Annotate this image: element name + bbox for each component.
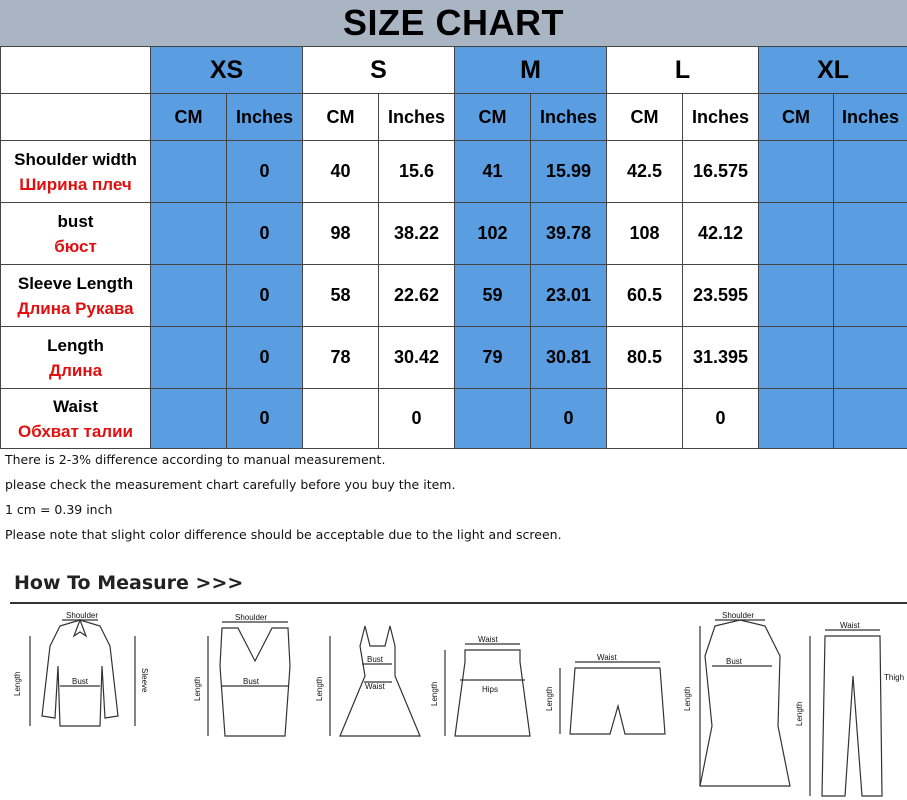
label-length: Length — [13, 671, 22, 696]
row-label — [1, 203, 151, 265]
unit-inches: Inches — [379, 94, 455, 141]
shorts-diagram — [545, 653, 665, 734]
size-xl: XL — [759, 47, 907, 94]
table-cell: 15.6 — [379, 141, 455, 203]
table-cell: 42.5 — [607, 141, 683, 203]
table-cell — [759, 327, 834, 389]
divider — [10, 602, 907, 604]
label-hips: Hips — [482, 685, 499, 694]
table-cell — [607, 389, 683, 449]
label-bust: Bust — [726, 657, 743, 666]
row-label-en: bust — [57, 211, 94, 231]
label-length: Length — [683, 686, 692, 711]
corner-cell — [1, 94, 151, 141]
label-length: Length — [430, 681, 439, 706]
tank-diagram — [193, 613, 290, 736]
unit-cm: CM — [303, 94, 379, 141]
skirt-diagram — [430, 635, 530, 736]
table-cell: 39.78 — [531, 203, 607, 265]
label-shoulder: Shoulder — [722, 611, 755, 620]
table-cell: 58 — [303, 265, 379, 327]
table-cell: 0 — [227, 389, 303, 449]
table-cell: 60.5 — [607, 265, 683, 327]
unit-inches: Inches — [227, 94, 303, 141]
row-label — [1, 141, 151, 203]
unit-inches: Inches — [683, 94, 759, 141]
how-to-measure-heading: How To Measure >>> — [14, 572, 244, 594]
table-cell: 15.99 — [531, 141, 607, 203]
table-cell: 79 — [455, 327, 531, 389]
label-waist: Waist — [478, 635, 498, 644]
table-row — [1, 389, 907, 449]
table-cell: 41 — [455, 141, 531, 203]
table-cell — [151, 389, 227, 449]
label-bust: Bust — [367, 655, 384, 664]
row-label-en: Length — [47, 335, 104, 355]
table-cell — [759, 141, 834, 203]
row-label-ru: бюст — [54, 236, 97, 256]
title-bar — [0, 0, 907, 46]
page-title: SIZE CHART — [343, 2, 564, 43]
size-header-row — [1, 47, 907, 94]
row-label-en: Shoulder width — [14, 149, 137, 169]
label-length: Length — [795, 701, 804, 726]
unit-cm: CM — [455, 94, 531, 141]
label-waist: Waist — [840, 621, 860, 630]
label-shoulder: Shoulder — [66, 611, 99, 620]
table-cell — [834, 327, 907, 389]
table-cell: 23.595 — [683, 265, 759, 327]
row-label-en: Sleeve Length — [17, 273, 134, 293]
label-waist: Waist — [597, 653, 617, 662]
label-shoulder: Shoulder — [235, 613, 268, 622]
row-label-ru: Длина — [48, 360, 103, 380]
table-cell: 16.575 — [683, 141, 759, 203]
table-cell: 0 — [227, 141, 303, 203]
table-cell — [834, 141, 907, 203]
table-cell — [455, 389, 531, 449]
table-cell — [151, 265, 227, 327]
label-length: Length — [193, 676, 202, 701]
table-cell: 0 — [227, 265, 303, 327]
table-cell — [303, 389, 379, 449]
table-cell: 0 — [227, 327, 303, 389]
label-length: Length — [315, 676, 324, 701]
row-label — [1, 265, 151, 327]
row-label-ru: Ширина плеч — [19, 174, 132, 194]
table-cell: 22.62 — [379, 265, 455, 327]
table-cell — [759, 389, 834, 449]
table-cell: 0 — [379, 389, 455, 449]
note-conversion: 1 cm = 0.39 inch — [5, 502, 113, 517]
table-cell: 0 — [683, 389, 759, 449]
table-cell: 42.12 — [683, 203, 759, 265]
table-cell: 30.81 — [531, 327, 607, 389]
table-cell: 80.5 — [607, 327, 683, 389]
row-label-ru: Длина Рукава — [17, 298, 134, 318]
table-cell — [834, 203, 907, 265]
size-l: L — [607, 47, 759, 94]
corner-cell — [1, 47, 151, 94]
table-cell: 38.22 — [379, 203, 455, 265]
size-chart-table — [0, 46, 907, 449]
unit-cm: CM — [759, 94, 834, 141]
table-cell — [759, 265, 834, 327]
unit-inches: Inches — [531, 94, 607, 141]
label-length: Length — [545, 686, 554, 711]
unit-cm: CM — [607, 94, 683, 141]
table-cell: 30.42 — [379, 327, 455, 389]
table-row — [1, 141, 907, 203]
size-m: M — [455, 47, 607, 94]
table-cell: 31.395 — [683, 327, 759, 389]
unit-cm: CM — [151, 94, 227, 141]
table-row — [1, 265, 907, 327]
blouse-diagram — [13, 611, 149, 726]
table-cell — [834, 265, 907, 327]
row-label — [1, 389, 151, 449]
label-thigh: Thigh — [884, 673, 905, 682]
table-row — [1, 203, 907, 265]
table-cell — [151, 327, 227, 389]
pants-diagram — [795, 621, 904, 796]
table-cell: 59 — [455, 265, 531, 327]
note-difference: There is 2-3% difference according to manual measurement. — [5, 452, 386, 467]
table-cell — [151, 203, 227, 265]
table-cell: 23.01 — [531, 265, 607, 327]
label-waist: Waist — [365, 682, 385, 691]
table-cell — [151, 141, 227, 203]
table-cell: 78 — [303, 327, 379, 389]
table-cell — [759, 203, 834, 265]
table-cell — [834, 389, 907, 449]
size-s: S — [303, 47, 455, 94]
table-cell: 0 — [531, 389, 607, 449]
label-bust: Bust — [72, 677, 89, 686]
size-xs: XS — [151, 47, 303, 94]
table-row — [1, 327, 907, 389]
row-label — [1, 327, 151, 389]
table-cell: 98 — [303, 203, 379, 265]
row-label-en: Waist — [53, 396, 98, 416]
dress-diagram — [315, 626, 420, 736]
coat-diagram — [683, 611, 790, 786]
table-cell: 0 — [227, 203, 303, 265]
measure-diagrams — [0, 606, 907, 800]
note-check-chart: please check the measurement chart carefully before you buy the item. — [5, 477, 456, 492]
notes — [5, 450, 562, 550]
unit-inches: Inches — [834, 94, 907, 141]
row-label-ru: Обхват талии — [18, 421, 133, 441]
table-cell: 108 — [607, 203, 683, 265]
table-cell: 102 — [455, 203, 531, 265]
unit-header-row — [1, 94, 907, 141]
note-color: Please note that slight color difference should be acceptable due to the light and screen. — [5, 527, 562, 542]
label-bust: Bust — [243, 677, 260, 686]
table-cell: 40 — [303, 141, 379, 203]
label-sleeve: Sleeve — [140, 668, 149, 693]
